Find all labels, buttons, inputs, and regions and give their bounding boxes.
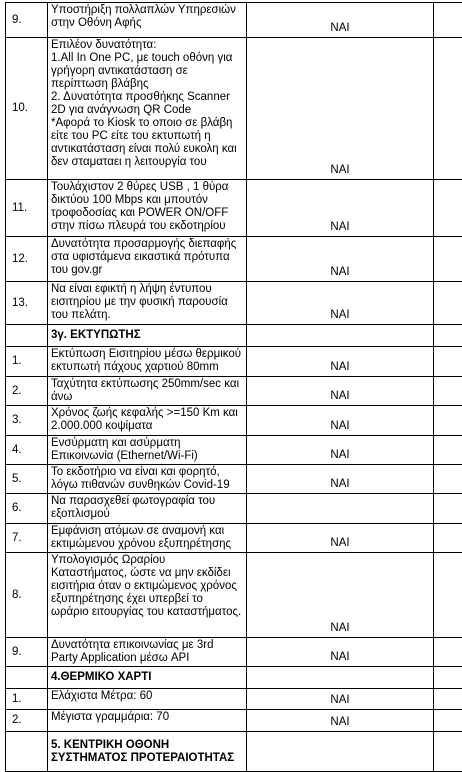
compliance-cell bbox=[247, 667, 434, 689]
reference-cell bbox=[434, 667, 462, 689]
reference-cell bbox=[434, 282, 462, 325]
table-row bbox=[6, 180, 462, 237]
requirements-table-body bbox=[6, 3, 462, 772]
reference-cell bbox=[434, 3, 462, 38]
reference-cell bbox=[434, 325, 462, 347]
requirement-cell bbox=[48, 494, 247, 524]
table-row bbox=[6, 282, 462, 325]
row-number-cell: 9. bbox=[6, 638, 48, 667]
row-number-cell: 9. bbox=[6, 3, 48, 38]
requirement-text: Ταχύτητα εκτύπωσης 250mm/sec και άνω bbox=[51, 378, 243, 404]
requirement-cell bbox=[48, 237, 247, 282]
table-row bbox=[6, 710, 462, 732]
section-title: 5. ΚΕΝΤΡΙΚΗ ΟΘΟΝΗ ΣΥΣΤΗΜΑΤΟΣ ΠΡΟΤΕΡΑΙΟΤΗΤΑΣ bbox=[51, 739, 243, 765]
compliance-cell: ΝΑΙ bbox=[247, 710, 434, 732]
reference-cell bbox=[434, 347, 462, 377]
section-header-row bbox=[6, 325, 462, 347]
requirement-cell bbox=[48, 553, 247, 638]
compliance-cell: ΝΑΙ bbox=[247, 436, 434, 465]
row-number-cell: 5. bbox=[6, 465, 48, 494]
compliance-cell bbox=[247, 732, 434, 772]
table-row bbox=[6, 347, 462, 377]
table-row bbox=[6, 494, 462, 524]
requirement-cell bbox=[48, 406, 247, 436]
table-row bbox=[6, 638, 462, 667]
section-title-cell bbox=[48, 732, 247, 772]
row-number-cell: 11. bbox=[6, 180, 48, 237]
row-number-cell: 6. bbox=[6, 494, 48, 524]
requirement-cell bbox=[48, 638, 247, 667]
reference-cell bbox=[434, 732, 462, 772]
reference-cell bbox=[434, 436, 462, 465]
reference-cell bbox=[434, 689, 462, 710]
reference-cell bbox=[434, 638, 462, 667]
row-number-cell: 2. bbox=[6, 710, 48, 732]
section-title-cell bbox=[48, 325, 247, 347]
requirement-text: Το εκδοτήριο να είναι και φορητό, λόγω πιθανών συνθηκών Covid-19 bbox=[51, 466, 243, 492]
requirement-cell bbox=[48, 465, 247, 494]
requirement-text: Εκτύπωση Εισιτηρίου μέσω θερμικού εκτυπωτή πάχους χαρτιού 80mm bbox=[51, 348, 243, 374]
table-row bbox=[6, 3, 462, 38]
compliance-cell: ΝΑΙ bbox=[247, 347, 434, 377]
requirements-table bbox=[5, 2, 462, 772]
requirement-text: Δυνατότητα προσαρμογής διεπαφής στα υφιστάμενα εικαστικά πρότυπα του gov.gr bbox=[51, 238, 243, 277]
section-header-row bbox=[6, 732, 462, 772]
row-number-cell: 4. bbox=[6, 436, 48, 465]
requirement-cell bbox=[48, 38, 247, 180]
requirement-text: Δυνατότητα επικοινωνίας με 3rd Party Application μέσω API bbox=[51, 639, 243, 665]
row-number-cell: 13. bbox=[6, 282, 48, 325]
reference-cell bbox=[434, 710, 462, 732]
requirement-text: Υποστήριξη πολλαπλών Υπηρεσιών στην Οθόνη Αφής bbox=[51, 4, 243, 30]
requirement-text: Μέγιστα γραμμάρια: 70 bbox=[51, 711, 243, 724]
table-row bbox=[6, 237, 462, 282]
requirement-cell bbox=[48, 180, 247, 237]
compliance-cell: ΝΑΙ bbox=[247, 3, 434, 38]
row-number-cell: 10. bbox=[6, 38, 48, 180]
requirement-cell bbox=[48, 347, 247, 377]
table-row bbox=[6, 406, 462, 436]
table-row bbox=[6, 524, 462, 553]
requirement-text: Επιλέον δυνατότητα: 1.All In One PC, με touch οθόνη για γρήγορη αντικατάσταση σε περίπτωση βλάβης 2. Δυνατότητα προσθήκης Scanner 2D για ανάγνωση QR Code *Αφορά το Kiosk το οποιο σε βλάβη είτε του PC είτε του εκτυπωτή η αντικατάσταση είναι πολύ ευκολη και δεν σταματαει η λειτουργία του bbox=[51, 39, 243, 169]
row-number-cell: 3. bbox=[6, 406, 48, 436]
compliance-cell: ΝΑΙ bbox=[247, 553, 434, 638]
requirement-cell bbox=[48, 436, 247, 465]
compliance-cell: ΝΑΙ bbox=[247, 406, 434, 436]
compliance-cell: ΝΑΙ bbox=[247, 377, 434, 406]
requirement-text: Υπολογισμός Ωραρίου Καταστήματος, ώστε να μην εκδίδει εισιτήρια όταν ο εκτιμώμενος χρόνος εξυπηρέτησης έχει υπερβεί το ωράριο ειτουργίας του καταστήματος. bbox=[51, 554, 243, 619]
requirement-text: Να παρασχεθεί φωτογραφία του εξοπλισμού bbox=[51, 495, 243, 521]
row-number-cell: 7. bbox=[6, 524, 48, 553]
reference-cell bbox=[434, 494, 462, 524]
compliance-cell bbox=[247, 325, 434, 347]
reference-cell bbox=[434, 237, 462, 282]
section-title: 4.ΘΕΡΜΙΚΟ ΧΑΡΤΙ bbox=[51, 671, 243, 684]
row-number-cell: 1. bbox=[6, 347, 48, 377]
requirement-text: Τουλάχιστον 2 θύρες USB , 1 θύρα δικτύου 100 Mbps και μπουτόν τροφοδοσίας και POWER ON/OFF στην πίσω πλευρά του εκδοτηρίου bbox=[51, 181, 243, 233]
compliance-cell: ΝΑΙ bbox=[247, 689, 434, 710]
requirement-text: Χρόνος ζωής κεφαλής >=150 Km και 2.000.000 κοψίματα bbox=[51, 407, 243, 433]
row-number-cell bbox=[6, 325, 48, 347]
requirements-sheet bbox=[5, 2, 457, 772]
requirement-cell bbox=[48, 710, 247, 732]
table-row bbox=[6, 436, 462, 465]
table-row bbox=[6, 465, 462, 494]
row-number-cell: 2. bbox=[6, 377, 48, 406]
reference-cell bbox=[434, 553, 462, 638]
reference-cell bbox=[434, 38, 462, 180]
row-number-cell: 8. bbox=[6, 553, 48, 638]
compliance-cell: ΝΑΙ bbox=[247, 180, 434, 237]
requirement-text: Εμφάνιση ατόμων σε αναμονή και εκτιμώμενου χρόνου εξυπηρέτησης bbox=[51, 525, 243, 551]
compliance-cell: ΝΑΙ bbox=[247, 638, 434, 667]
row-number-cell bbox=[6, 667, 48, 689]
reference-cell bbox=[434, 524, 462, 553]
requirement-text: Ενσύρματη και ασύρματη Επικοινωνία (Ethernet/Wi-Fi) bbox=[51, 437, 243, 463]
requirement-text: Ελάχιστα Μέτρα: 60 bbox=[51, 690, 243, 703]
table-row bbox=[6, 377, 462, 406]
requirement-cell bbox=[48, 3, 247, 38]
row-number-cell: 1. bbox=[6, 689, 48, 710]
table-row bbox=[6, 553, 462, 638]
reference-cell bbox=[434, 406, 462, 436]
section-title: 3γ. ΕΚΤΥΠΩΤΗΣ bbox=[51, 329, 243, 342]
compliance-cell: ΝΑΙ bbox=[247, 237, 434, 282]
section-title-cell bbox=[48, 667, 247, 689]
compliance-cell: ΝΑΙ bbox=[247, 465, 434, 494]
table-row bbox=[6, 38, 462, 180]
requirement-cell bbox=[48, 524, 247, 553]
row-number-cell bbox=[6, 732, 48, 772]
reference-cell bbox=[434, 377, 462, 406]
compliance-cell: ΝΑΙ bbox=[247, 38, 434, 180]
section-header-row bbox=[6, 667, 462, 689]
requirement-cell bbox=[48, 377, 247, 406]
row-number-cell: 12. bbox=[6, 237, 48, 282]
requirement-cell bbox=[48, 689, 247, 710]
requirement-cell bbox=[48, 282, 247, 325]
compliance-cell: ΝΑΙ bbox=[247, 524, 434, 553]
compliance-cell: ΝΑΙ bbox=[247, 282, 434, 325]
compliance-cell bbox=[247, 494, 434, 524]
reference-cell bbox=[434, 465, 462, 494]
requirement-text: Να είναι εφικτή η λήψη έντυπου εισιτηρίου με την φυσική παρουσία του πελάτη. bbox=[51, 283, 243, 322]
reference-cell bbox=[434, 180, 462, 237]
table-row bbox=[6, 689, 462, 710]
